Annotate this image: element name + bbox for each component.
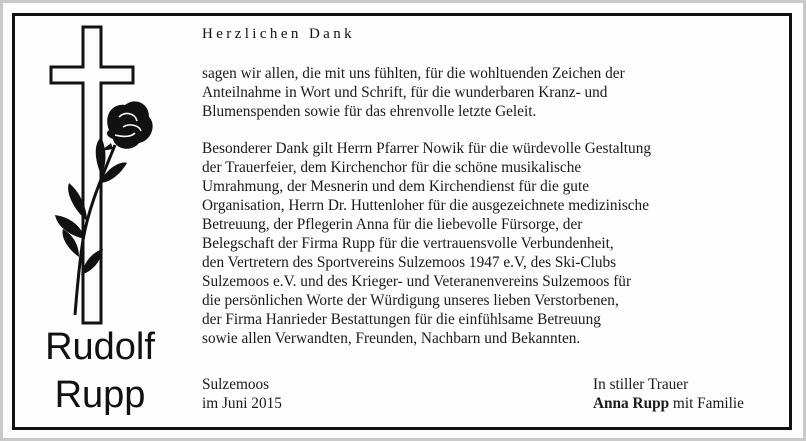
text-line: die persönlichen Worte der Würdigung unseres lieben Verstorbenen, (202, 292, 619, 309)
text-line: Anteilnahme in Wort und Schrift, für die wunderbaren Kranz- und (202, 84, 608, 101)
signature-block (593, 375, 744, 413)
text-line: Blumenspenden sowie für das ehrenvolle letzte Geleit. (202, 103, 537, 120)
text-line: sowie allen Verwandten, Freunden, Nachbarn und Bekannten. (202, 330, 581, 347)
signer-suffix: mit Familie (669, 395, 744, 412)
text-line: Organisation, Herrn Dr. Huttenloher für die ausgezeichnete medizinische (202, 197, 649, 214)
place-and-date (202, 375, 282, 413)
text-line: Belegschaft der Firma Rupp für die vertrauensvolle Verbundenheit, (202, 235, 614, 252)
thanks-paragraph-1 (202, 64, 792, 121)
cross-with-rose-icon (43, 25, 163, 325)
text-line: Betreuung, der Pflegerin Anna für die liebevolle Fürsorge, der (202, 216, 583, 233)
obituary-notice (3, 3, 803, 438)
mourning-line: In stiller Trauer (593, 376, 689, 393)
thanks-paragraph-2 (202, 139, 792, 348)
notice-heading: Herzlichen Dank (202, 26, 356, 42)
deceased-last-name: Rupp (54, 374, 146, 416)
place: Sulzemoos (202, 376, 270, 393)
deceased-first-name: Rudolf (45, 326, 155, 368)
text-line: der Trauerfeier, dem Kirchenchor für die schöne musikalische (202, 159, 582, 176)
text-line: den Vertretern des Sportvereins Sulzemoos 1947 e.V, des Ski-Clubs (202, 254, 617, 271)
text-line: der Firma Hanrieder Bestattungen für die einfühlsame Betreuung (202, 311, 601, 328)
signer-name: Anna Rupp (593, 395, 670, 412)
text-line: sagen wir allen, die mit uns fühlten, für die wohltuenden Zeichen der (202, 65, 625, 82)
signer-line (593, 394, 744, 413)
date: im Juni 2015 (202, 395, 282, 412)
text-line: Sulzemoos e.V. und des Krieger- und Veteranenvereins Sulzemoos für (202, 273, 632, 290)
text-line: Besonderer Dank gilt Herrn Pfarrer Nowik für die würdevolle Gestaltung (202, 140, 651, 157)
text-line: Umrahmung, der Mesnerin und dem Kirchendienst für die gute (202, 178, 589, 195)
